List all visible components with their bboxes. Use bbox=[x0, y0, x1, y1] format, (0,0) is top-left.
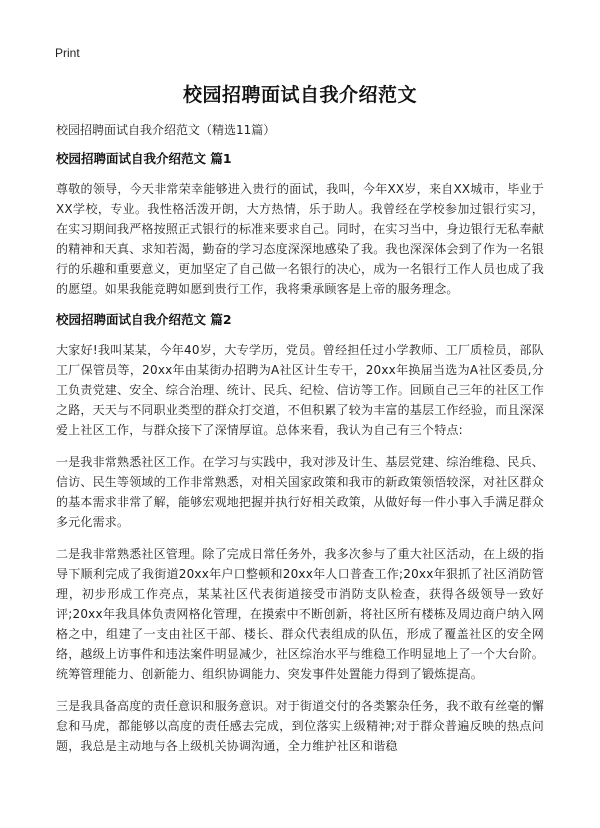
paragraph: 一是我非常熟悉社区工作。在学习与实践中，我对涉及计生、基层党建、综治维稳、民兵、信访、民生等领域的工作非常熟悉，对相关国家政策和我市的新政策领悟较深，对社区群众的基本需求非常了解，能够宏观地把握并执行好相关政策，从做好每一件小事入手满足群众多元化需求。 bbox=[56, 455, 545, 529]
print-link[interactable]: Print bbox=[55, 46, 80, 60]
section-1 bbox=[56, 150, 544, 299]
paragraph: 二是我非常熟悉社区管理。除了完成日常任务外，我多次参与了重大社区活动，在上级的指导下顺利完成了我街道20xx年户口整顿和20xx年人口普查工作;20xx年狠抓了社区消防管理，初步形成工作亮点，某某社区代表街道接受市消防支队检查，获得各级领导一致好评;20xx年我具体负责网格化管理，在摸索中不断创新，将社区所有楼栋及周边商户纳入网格之中，组建了一支由社区干部、楼长、群众代表组成的队伍，形成了覆盖社区的安全网络，越级上访事件和违法案件明显减少，社区综治水平与维稳工作明显地上了一个大台阶。统筹管理能力、创新能力、组织协调能力、突发事件处置能力得到了锻炼提高。 bbox=[56, 547, 545, 681]
section-2 bbox=[56, 311, 544, 756]
section-heading: 校园招聘面试自我介绍范文 篇2 bbox=[56, 312, 232, 327]
section-heading: 校园招聘面试自我介绍范文 篇1 bbox=[56, 151, 232, 166]
document-body bbox=[56, 150, 544, 768]
document-subtitle: 校园招聘面试自我介绍范文（精选11篇） bbox=[56, 123, 276, 137]
page-title: 校园招聘面试自我介绍范文 bbox=[182, 84, 417, 106]
paragraph: 尊敬的领导，今天非常荣幸能够进入贵行的面试，我叫，今年XX岁，来自XX城市，毕业于XX学校，专业。我性格活泼开朗，大方热情，乐于助人。我曾经在学校参加过银行实习，在实习期间我严格按照正式银行的标准来要求自己。同时，在实习当中，身边银行无私奉献的精神和天真、求知若渴，勤奋的学习态度深深地感染了我。我也深深体会到了作为一名银行的乐趣和重要意义，更加坚定了自己做一名银行的决心，成为一名银行工作人员也成了我的愿望。如果我能竞聘如愿到贵行工作，我将秉承顾客是上帝的服务理念。 bbox=[56, 182, 545, 296]
paragraph: 三是我具备高度的责任意识和服务意识。对于街道交付的各类繁杂任务，我不敢有丝毫的懈怠和马虎，都能够以高度的责任感去完成，到位落实上级精神;对于群众普遍反映的热点问题，我总是主动地与各上级机关协调沟通，全力维护社区和谐稳 bbox=[56, 699, 545, 753]
paragraph: 大家好!我叫某某，今年40岁，大专学历，党员。曾经担任过小学教师、工厂质检员，部队工厂保管员等，20xx年由某街办招聘为A社区计生专干，20xx年换届当选为A社区委员,分工负责党建、安全、综合治理、统计、民兵、纪检、信访等工作。回顾自己三年的社区工作之路，天天与不同职业类型的群众打交道，不但积累了较为丰富的基层工作经验，而且深深爱上社区工作，与群众接下了深情厚谊。总体来看，我认为自己有三个特点: bbox=[56, 343, 545, 437]
